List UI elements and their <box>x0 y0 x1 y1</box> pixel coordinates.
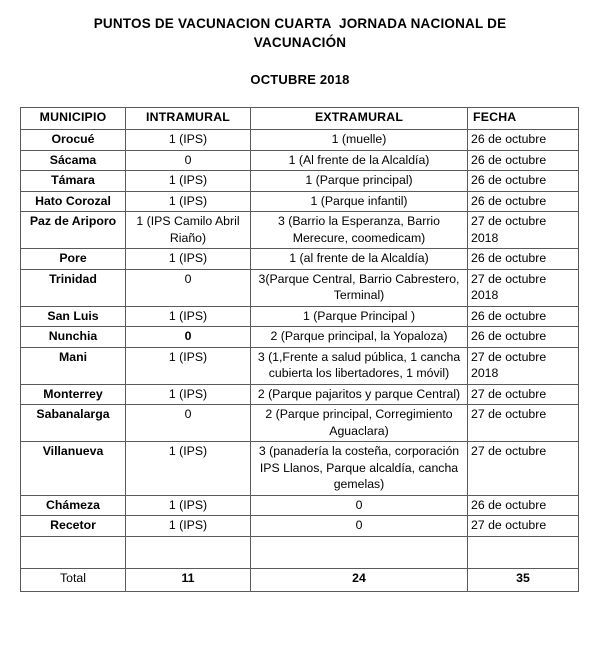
cell-intramural: 1 (IPS) <box>126 171 251 192</box>
table-row <box>21 405 579 442</box>
cell-intramural: 0 <box>126 327 251 348</box>
cell-extramural: 0 <box>251 516 468 537</box>
cell-municipio: Nunchia <box>21 327 126 348</box>
cell-municipio: Recetor <box>21 516 126 537</box>
table-row <box>21 191 579 212</box>
cell-total-label: Total <box>21 568 126 591</box>
cell-fecha: 26 de octubre <box>468 249 579 270</box>
table-header <box>21 108 579 130</box>
cell-fecha: 26 de octubre <box>468 306 579 327</box>
cell-extramural: 1 (Al frente de la Alcaldía) <box>251 150 468 171</box>
table-total-row <box>21 568 579 591</box>
spacer-cell <box>126 536 251 568</box>
table-row <box>21 384 579 405</box>
cell-fecha: 27 de octubre <box>468 516 579 537</box>
cell-intramural: 1 (IPS) <box>126 306 251 327</box>
table-row <box>21 495 579 516</box>
table-row <box>21 171 579 192</box>
table-row <box>21 442 579 496</box>
title-block <box>0 0 600 88</box>
cell-fecha: 27 de octubre <box>468 384 579 405</box>
cell-extramural: 3 (Barrio la Esperanza, Barrio Merecure, coomedicam) <box>251 212 468 249</box>
table-header-row <box>21 108 579 130</box>
cell-municipio: Sácama <box>21 150 126 171</box>
cell-fecha: 27 de octubre <box>468 442 579 496</box>
cell-intramural: 1 (IPS) <box>126 191 251 212</box>
cell-municipio: Trinidad <box>21 269 126 306</box>
table-row <box>21 269 579 306</box>
cell-intramural: 1 (IPS Camilo Abril Riaño) <box>126 212 251 249</box>
cell-fecha: 26 de octubre <box>468 327 579 348</box>
cell-intramural: 1 (IPS) <box>126 384 251 405</box>
cell-municipio: Pore <box>21 249 126 270</box>
vaccination-table-wrapper <box>20 107 578 592</box>
cell-municipio: Paz de Ariporo <box>21 212 126 249</box>
cell-municipio: Villanueva <box>21 442 126 496</box>
cell-fecha: 27 de octubre <box>468 405 579 442</box>
cell-intramural: 1 (IPS) <box>126 130 251 151</box>
spacer-cell <box>251 536 468 568</box>
cell-municipio: Monterrey <box>21 384 126 405</box>
cell-intramural: 1 (IPS) <box>126 516 251 537</box>
table-row <box>21 516 579 537</box>
cell-municipio: Sabanalarga <box>21 405 126 442</box>
cell-fecha: 27 de octubre 2018 <box>468 269 579 306</box>
cell-municipio: Hato Corozal <box>21 191 126 212</box>
cell-total-intramural: 11 <box>126 568 251 591</box>
cell-fecha: 26 de octubre <box>468 171 579 192</box>
table-row <box>21 249 579 270</box>
cell-extramural: 1 (Parque principal) <box>251 171 468 192</box>
cell-municipio: San Luis <box>21 306 126 327</box>
spacer-cell <box>21 536 126 568</box>
cell-intramural: 1 (IPS) <box>126 442 251 496</box>
cell-extramural: 1 (muelle) <box>251 130 468 151</box>
table-row <box>21 306 579 327</box>
cell-intramural: 1 (IPS) <box>126 495 251 516</box>
column-header-fecha: FECHA <box>468 108 579 130</box>
table-spacer-row <box>21 536 579 568</box>
cell-extramural: 1 (Parque Principal ) <box>251 306 468 327</box>
cell-extramural: 1 (Parque infantil) <box>251 191 468 212</box>
column-header-intramural: INTRAMURAL <box>126 108 251 130</box>
cell-extramural: 0 <box>251 495 468 516</box>
cell-municipio: Mani <box>21 347 126 384</box>
table-row <box>21 130 579 151</box>
table-row <box>21 347 579 384</box>
cell-fecha: 26 de octubre <box>468 150 579 171</box>
cell-extramural: 2 (Parque principal, la Yopaloza) <box>251 327 468 348</box>
cell-intramural: 1 (IPS) <box>126 347 251 384</box>
cell-fecha: 26 de octubre <box>468 191 579 212</box>
cell-municipio: Chámeza <box>21 495 126 516</box>
vaccination-points-table <box>20 107 579 592</box>
column-header-extramural: EXTRAMURAL <box>251 108 468 130</box>
cell-municipio: Támara <box>21 171 126 192</box>
cell-intramural: 0 <box>126 405 251 442</box>
cell-extramural: 3(Parque Central, Barrio Cabrestero, Terminal) <box>251 269 468 306</box>
spacer-cell <box>468 536 579 568</box>
cell-fecha: 27 de octubre 2018 <box>468 212 579 249</box>
cell-extramural: 1 (al frente de la Alcaldía) <box>251 249 468 270</box>
cell-fecha: 26 de octubre <box>468 130 579 151</box>
cell-fecha: 26 de octubre <box>468 495 579 516</box>
cell-extramural: 2 (Parque principal, Corregimiento Aguaclara) <box>251 405 468 442</box>
cell-total-extramural: 24 <box>251 568 468 591</box>
table-body <box>21 130 579 592</box>
page-subtitle: OCTUBRE 2018 <box>250 72 350 87</box>
cell-extramural: 2 (Parque pajaritos y parque Central) <box>251 384 468 405</box>
cell-total-fecha: 35 <box>468 568 579 591</box>
cell-extramural: 3 (panadería la costeña, corporación IPS Llanos, Parque alcaldía, cancha gemelas) <box>251 442 468 496</box>
cell-fecha: 27 de octubre 2018 <box>468 347 579 384</box>
column-header-municipio: MUNICIPIO <box>21 108 126 130</box>
cell-extramural: 3 (1,Frente a salud pública, 1 cancha cubierta los libertadores, 1 móvil) <box>251 347 468 384</box>
cell-intramural: 0 <box>126 150 251 171</box>
cell-intramural: 0 <box>126 269 251 306</box>
cell-intramural: 1 (IPS) <box>126 249 251 270</box>
table-row <box>21 327 579 348</box>
cell-municipio: Orocué <box>21 130 126 151</box>
page-title: PUNTOS DE VACUNACION CUARTA JORNADA NACIONAL DE VACUNACIÓN <box>93 16 511 50</box>
table-row <box>21 212 579 249</box>
table-row <box>21 150 579 171</box>
